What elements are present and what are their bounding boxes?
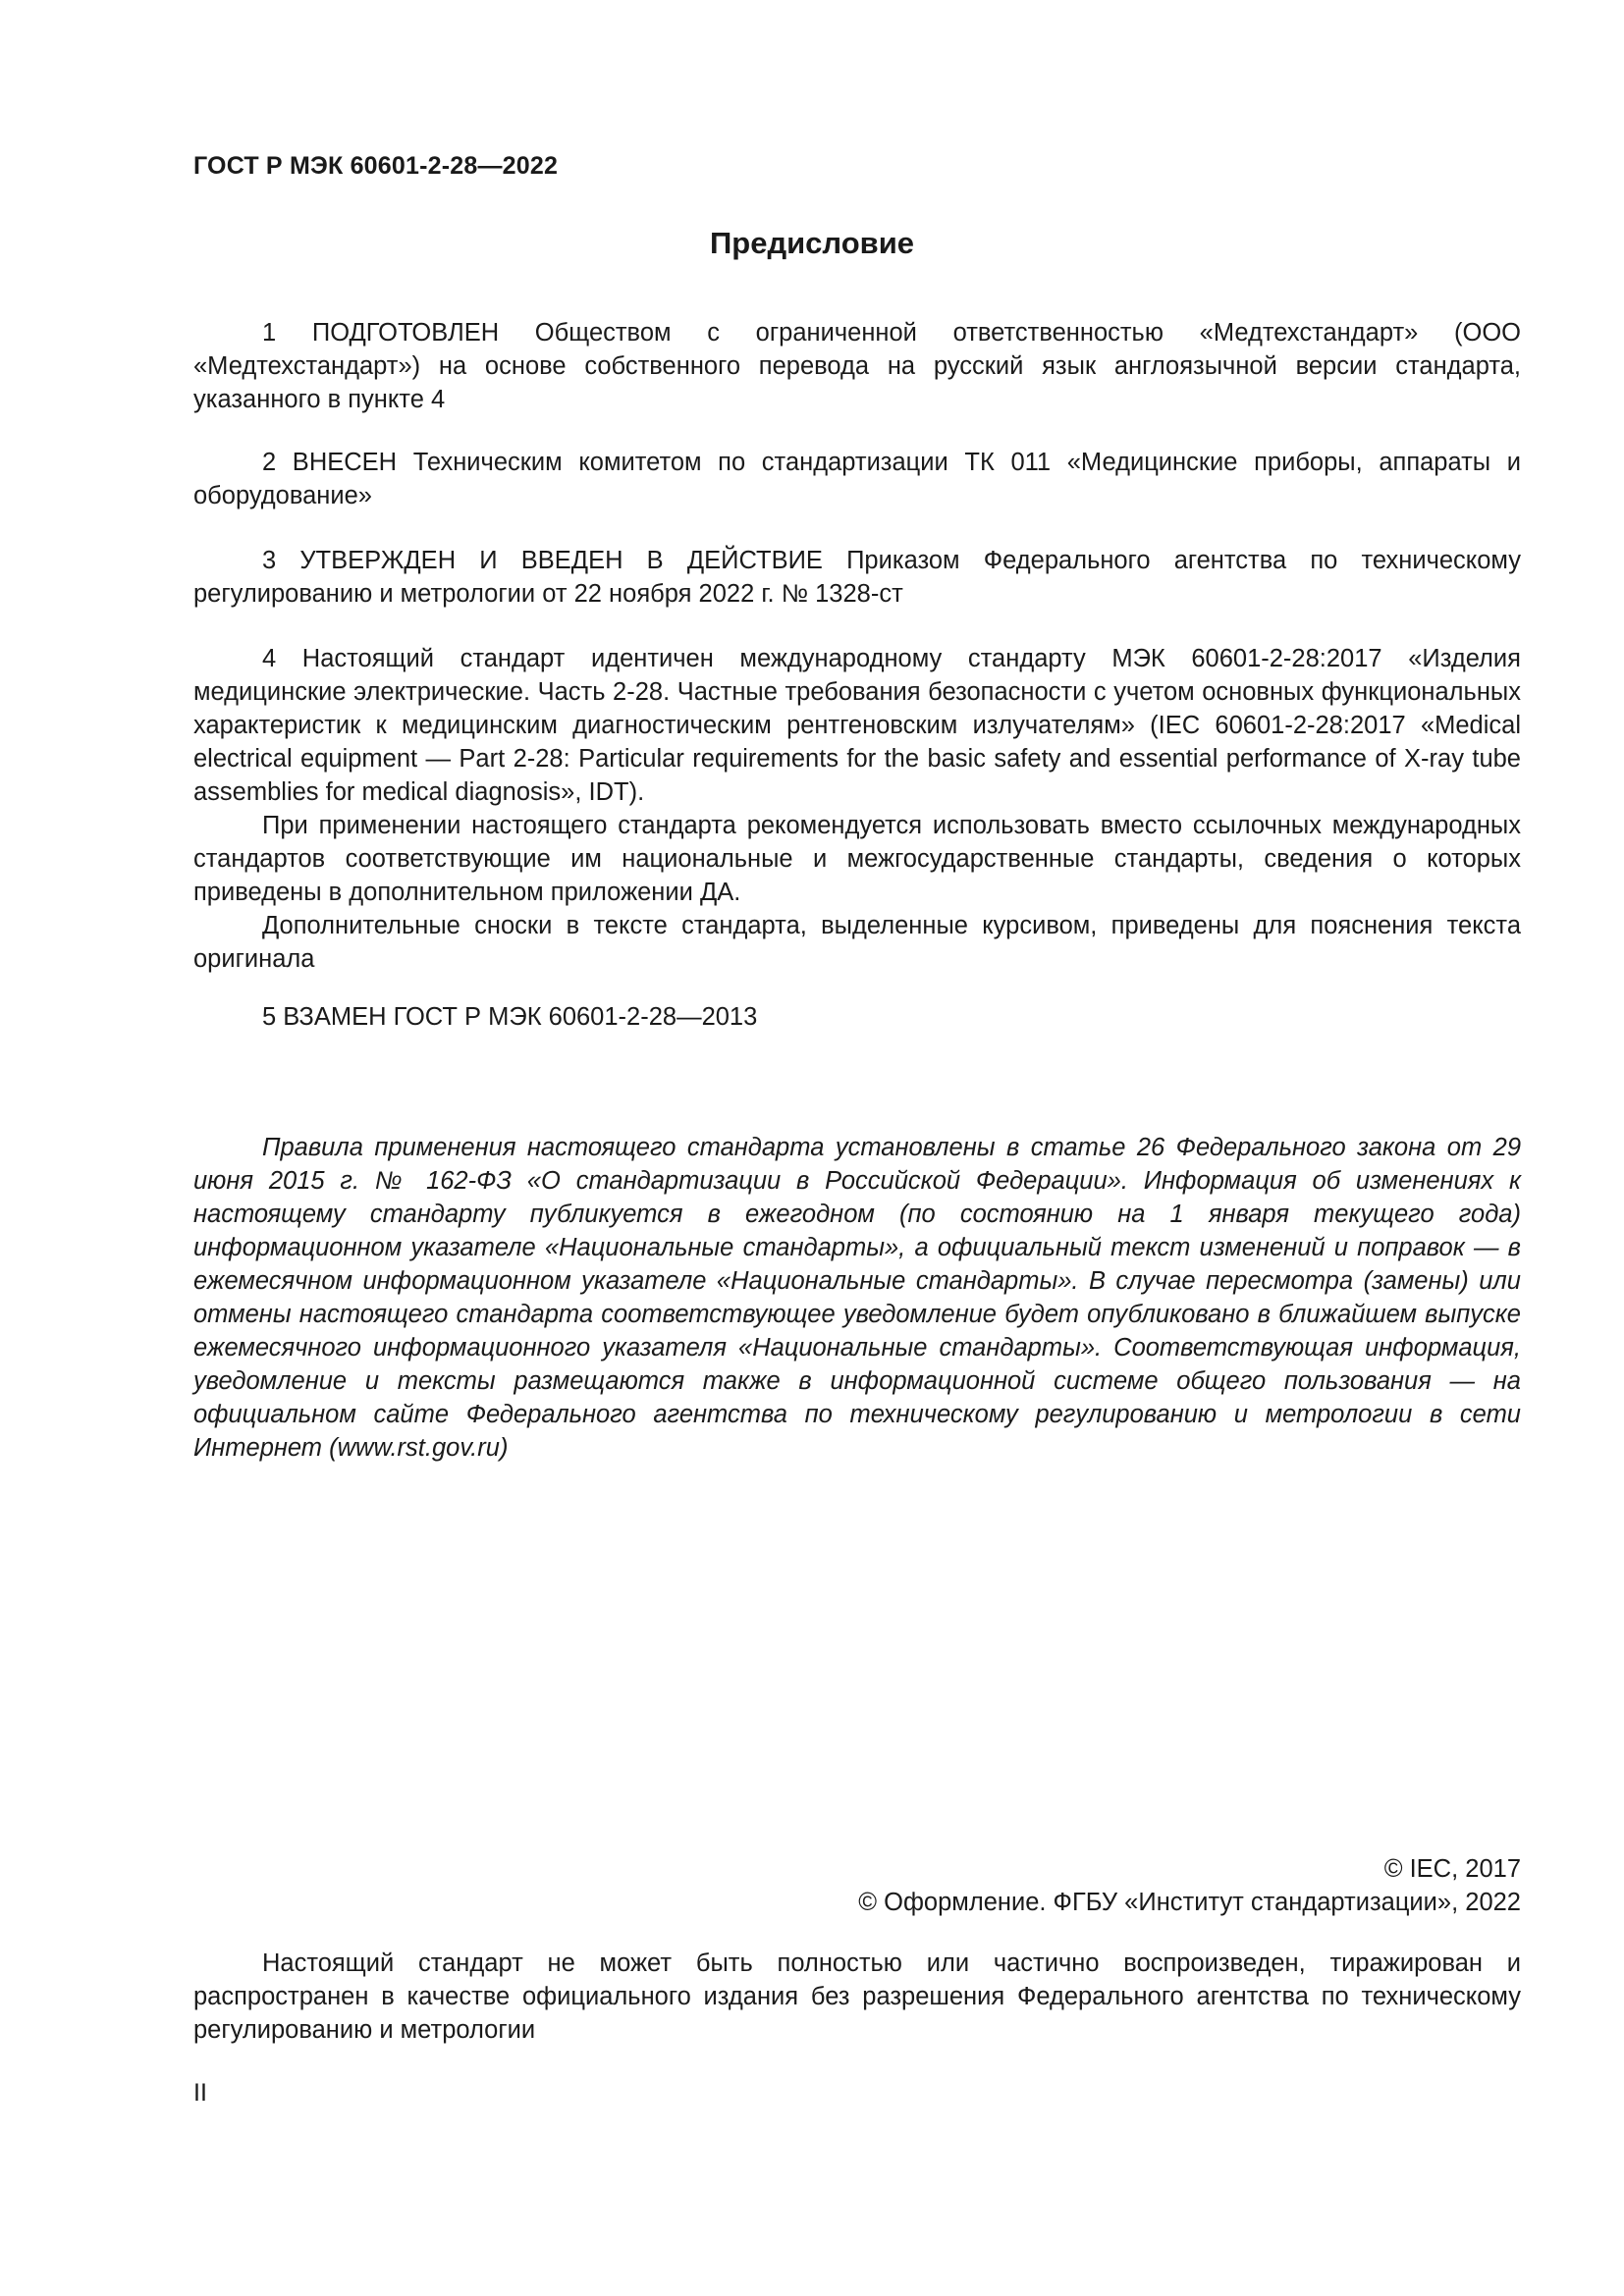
- foreword-item-4-paragraph-1: 4 Настоящий стандарт идентичен международному стандарту МЭК 60601-2-28:2017 «Изделия медицинские электрические. Часть 2-28. Частные требования безопасности с учетом основных функциональных характеристик к медицинским диагностическим рентгеновским излучателям» (IEC 60601-2-28:2017 «Medical electrical equipment — Part 2-28: Particular requirements for the basic safety and essential performance of X-ray tube assemblies for medical diagnosis», IDT).: [193, 645, 1521, 806]
- copyright-iec: © IEC, 2017: [1383, 1855, 1521, 1883]
- standard-code-header: ГОСТ Р МЭК 60601-2-28—2022: [193, 152, 559, 180]
- copyright-design: © Оформление. ФГБУ «Институт стандартизации», 2022: [858, 1889, 1521, 1916]
- foreword-item-1: [193, 316, 1521, 416]
- foreword-item-5: [193, 1000, 1521, 1034]
- page-number: II: [193, 2079, 207, 2107]
- legal-rules-text: Правила применения настоящего стандарта установлены в статье 26 Федерального закона от 29 июня 2015 г. № 162-ФЗ «О стандартизации в Российской Федерации». Информация об изменениях к настоящему стандарту публикуется в ежегодном (по состоянию на 1 января текущего года) информационном указателе «Национальные стандарты», а официальный текст изменений и поправок — в ежемесячном информационном указателе «Национальные стандарты». В случае пересмотра (замены) или отмены настоящего стандарта соответствующее уведомление будет опубликовано в ближайшем выпуске ежемесячного информационного указателя «Национальные стандарты». Соответствующая информация, уведомление и тексты размещаются также в информационной системе общего пользования — на официальном сайте Федерального агентства по техническому регулированию и метрологии в сети Интернет (www.rst.gov.ru): [193, 1134, 1521, 1462]
- reproduction-notice: [193, 1947, 1521, 2047]
- foreword-item-4-paragraph-2: При применении настоящего стандарта рекомендуется использовать вместо ссылочных международных стандартов соответствующие им национальные и межгосударственные стандарты, сведения о которых приведены в дополнительном приложении ДА.: [193, 812, 1521, 906]
- legal-rules-block: [193, 1131, 1521, 1465]
- copyright-block: [858, 1852, 1521, 1919]
- foreword-item-3-text: 3 УТВЕРЖДЕН И ВВЕДЕН В ДЕЙСТВИЕ Приказом Федерального агентства по техническому регулированию и метрологии от 22 ноября 2022 г. № 1328-ст: [193, 547, 1521, 608]
- foreword-item-3: [193, 544, 1521, 611]
- foreword-item-4-paragraph-3: Дополнительные сноски в тексте стандарта, выделенные курсивом, приведены для пояснения текста оригинала: [193, 912, 1521, 973]
- foreword-item-2-text: 2 ВНЕСЕН Техническим комитетом по стандартизации ТК 011 «Медицинские приборы, аппараты и оборудование»: [193, 449, 1521, 509]
- reproduction-notice-text: Настоящий стандарт не может быть полностью или частично воспроизведен, тиражирован и распространен в качестве официального издания без разрешения Федерального агентства по техническому регулированию и метрологии: [193, 1949, 1521, 2044]
- foreword-item-5-text: 5 ВЗАМЕН ГОСТ Р МЭК 60601-2-28—2013: [262, 1003, 758, 1031]
- foreword-item-4: [193, 642, 1521, 976]
- foreword-item-1-text: 1 ПОДГОТОВЛЕН Обществом с ограниченной ответственностью «Медтехстандарт» (ООО «Медтехстандарт») на основе собственного перевода на русский язык англоязычной версии стандарта, указанного в пункте 4: [193, 319, 1521, 413]
- page-title: Предисловие: [709, 226, 914, 260]
- foreword-item-2: [193, 446, 1521, 512]
